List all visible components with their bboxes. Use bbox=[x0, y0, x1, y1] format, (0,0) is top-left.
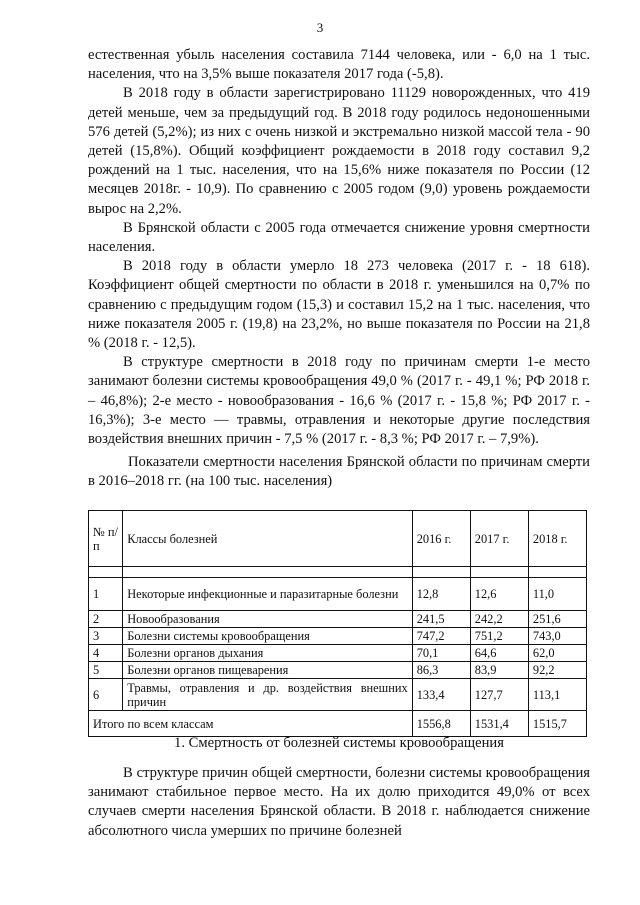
cell-num: 4 bbox=[89, 645, 123, 662]
table-row bbox=[89, 679, 587, 711]
table-row bbox=[89, 578, 587, 611]
paragraph: В структуре причин общей смертности, болезни системы кровообращения занимают стабильное первое место. На их долю приходится 49,0% от всех случаев смерти населения Брянской области. В 2018 г. наблюдается снижение абсолютного числа умерших по причине болезней bbox=[88, 765, 590, 839]
cell-name: Травмы, отравления и др. воздействия внешних причин bbox=[123, 679, 412, 711]
cell-2017: 12,6 bbox=[470, 578, 528, 611]
table-header-row bbox=[89, 511, 587, 567]
header-2017: 2017 г. bbox=[470, 511, 528, 567]
cell-num: 5 bbox=[89, 662, 123, 679]
table-row bbox=[89, 628, 587, 645]
cell-name: Некоторые инфекционные и паразитарные болезни bbox=[123, 578, 412, 611]
paragraph: В 2018 году в области зарегистрировано 11129 новорожденных, что 419 детей меньше, чем за предыдущий год. В 2018 году родилось недоношенными 576 детей (5,2%); из них с очень низкой и экстремально низкой массой тела - 90 детей (15,8%). Общий коэффициент рождаемости в 2018 году составил 9,2 рождений на 1 тыс. населения, что на 15,6% ниже показателя по России (12 месяцев 2018г. - 10,9). По сравнению с 2005 годом (9,0) уровень рождаемости вырос на 2,2%. bbox=[88, 85, 590, 217]
header-2018: 2018 г. bbox=[528, 511, 586, 567]
paragraph: В 2018 году в области умерло 18 273 человека (2017 г. - 18 618). Коэффициент общей смертности по области в 2018 г. уменьшился на 0,7% по сравнению с предыдущим годом (15,3) и составил 15,2 на 1 тыс. населения, что ниже показателя 2005 г. (19,8) на 23,2%, но выше показателя по России на 21,8 % (2018 г. - 12,5). bbox=[88, 258, 590, 352]
cell-num: 6 bbox=[89, 679, 123, 711]
cell-name: Болезни органов пищеварения bbox=[123, 662, 412, 679]
body-text bbox=[88, 46, 590, 449]
cell-2018: 92,2 bbox=[528, 662, 586, 679]
cell-2017: 127,7 bbox=[470, 679, 528, 711]
cell-2016: 747,2 bbox=[412, 628, 470, 645]
header-2016: 2016 г. bbox=[412, 511, 470, 567]
cell-2018: 743,0 bbox=[528, 628, 586, 645]
page-number: 3 bbox=[316, 20, 324, 35]
cell-num: 2 bbox=[89, 611, 123, 628]
cell-2017: 64,6 bbox=[470, 645, 528, 662]
cell-2017: 751,2 bbox=[470, 628, 528, 645]
total-label: Итого по всем классам bbox=[89, 711, 413, 737]
cell-num: 3 bbox=[89, 628, 123, 645]
cell-2017: 83,9 bbox=[470, 662, 528, 679]
mortality-table bbox=[88, 510, 587, 737]
section-body bbox=[88, 764, 590, 841]
table-row bbox=[89, 662, 587, 679]
cell-2016: 86,3 bbox=[412, 662, 470, 679]
table-row bbox=[89, 611, 587, 628]
cell-2018: 113,1 bbox=[528, 679, 586, 711]
cell-2016: 241,5 bbox=[412, 611, 470, 628]
cell-2018: 11,0 bbox=[528, 578, 586, 611]
cell-name: Новообразования bbox=[123, 611, 412, 628]
cell-2016: 70,1 bbox=[412, 645, 470, 662]
paragraph: естественная убыль населения составила 7144 человека, или - 6,0 на 1 тыс. населения, что на 3,5% выше показателя 2017 года (-5,8). bbox=[88, 47, 590, 83]
cell-name: Болезни системы кровообращения bbox=[123, 628, 412, 645]
paragraph: В структуре смертности в 2018 году по причинам смерти 1-е место занимают болезни системы кровообращения 49,0 % (2017 г. - 49,1 %; РФ 2018 г. – 46,8%); 2-е место - новообразования - 16,6 % (2017 г. - 15,8 %; РФ 2017 г. - 16,3%); 3-е место — травмы, отравления и некоторые другие последствия воздействия внешних причин - 7,5 % (2017 г. - 8,3 %; РФ 2017 г. – 7,9%). bbox=[88, 354, 590, 448]
cell-2016: 133,4 bbox=[412, 679, 470, 711]
table-spacer-row bbox=[89, 567, 587, 578]
paragraph: В Брянской области с 2005 года отмечается снижение уровня смертности населения. bbox=[88, 219, 590, 256]
cell-name: Болезни органов дыхания bbox=[123, 645, 412, 662]
table-title: Показатели смертности населения Брянской области по причинам смерти в 2016–2018 гг. (на 100 тыс. населения) bbox=[88, 454, 590, 490]
total-2016: 1556,8 bbox=[412, 711, 470, 737]
cell-2018: 251,6 bbox=[528, 611, 586, 628]
table-row bbox=[89, 645, 587, 662]
section-heading: 1. Смертность от болезней системы кровообращения bbox=[174, 735, 504, 751]
total-2018: 1515,7 bbox=[528, 711, 586, 737]
cell-2016: 12,8 bbox=[412, 578, 470, 611]
cell-2017: 242,2 bbox=[470, 611, 528, 628]
total-2017: 1531,4 bbox=[470, 711, 528, 737]
cell-2018: 62,0 bbox=[528, 645, 586, 662]
header-num: № п/п bbox=[89, 511, 123, 567]
cell-num: 1 bbox=[89, 578, 123, 611]
header-name: Классы болезней bbox=[123, 511, 412, 567]
table-total-row bbox=[89, 711, 587, 737]
